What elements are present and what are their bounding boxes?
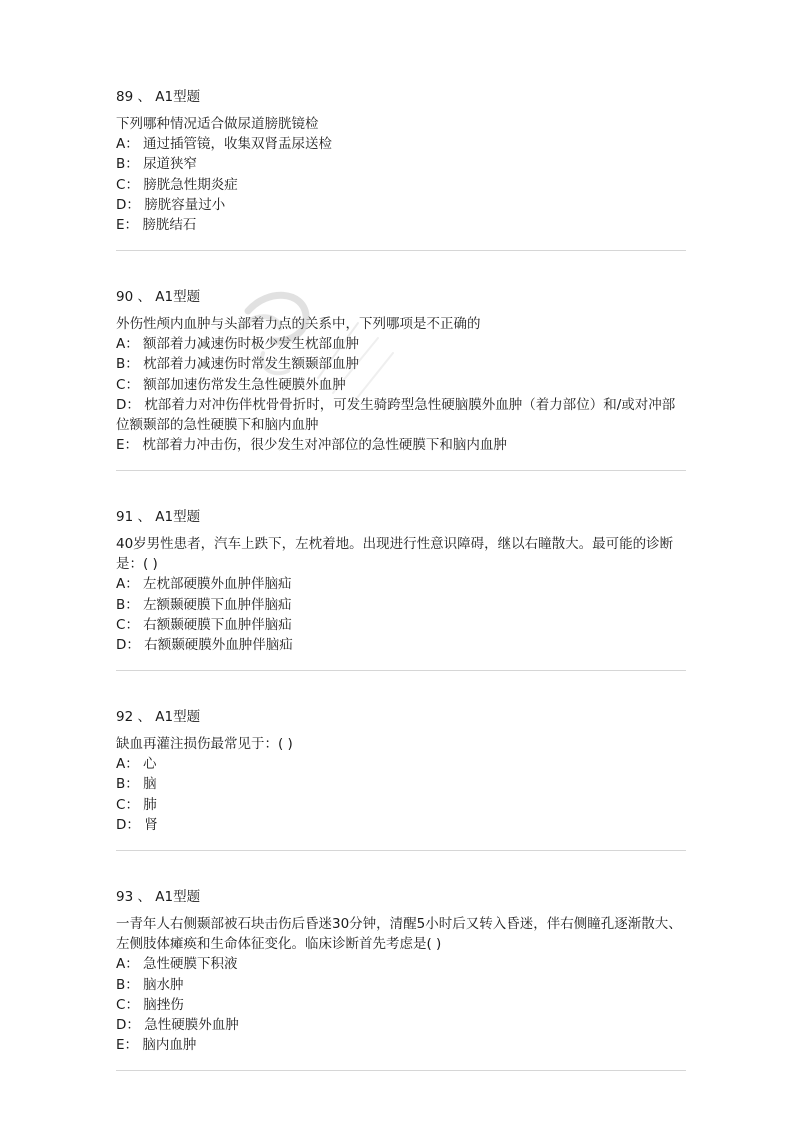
option-c: C： 脑挫伤 [116, 996, 184, 1013]
option-text: 肺 [143, 796, 157, 813]
option-text: 尿道狭窄 [143, 156, 198, 173]
option-a: A： 急性硬膜下积液 [116, 956, 238, 973]
question-92 [116, 707, 686, 835]
question-header: 89 、 A1型题 [116, 89, 201, 105]
option-c: C： 肺 [116, 796, 157, 813]
question-divider [116, 850, 686, 851]
option-e: E： 脑内血肿 [116, 1037, 197, 1054]
question-type: A1型题 [155, 709, 201, 725]
question-stem: 一青年人右侧颞部被石块击伤后昏迷30分钟，清醒5小时后又转入昏迷，伴右侧瞳孔逐渐散大、左侧肢体瘫痪和生命体征变化。临床诊断首先考虑是( ) [116, 916, 682, 953]
option-a: A： 左枕部硬膜外血肿伴脑疝 [116, 576, 292, 593]
question-header: 92 、 A1型题 [116, 709, 201, 725]
option-list [116, 134, 686, 235]
option-list [116, 954, 686, 1055]
option-b: B： 枕部着力减速伤时常发生额颞部血肿 [116, 356, 360, 373]
option-text: 心 [143, 756, 157, 773]
option-text: 枕部着力对冲伤伴枕骨骨折时，可发生骑跨型急性硬脑膜外血肿（着力部位）和/或对冲部位额颞部的急性硬膜下和脑内血肿 [116, 396, 676, 434]
option-d: D： 急性硬膜外血肿 [116, 1017, 239, 1034]
option-text: 脑挫伤 [143, 996, 184, 1013]
option-text: 左额颞硬膜下血肿伴脑疝 [143, 596, 292, 613]
option-a: A： 心 [116, 756, 157, 773]
option-text: 右额颞硬膜外血肿伴脑疝 [144, 637, 293, 654]
option-text: 膀胱急性期炎症 [143, 176, 238, 193]
question-number: 90 [116, 289, 134, 305]
question-stem: 下列哪种情况适合做尿道膀胱镜检 [116, 116, 319, 132]
option-d: D： 右额颞硬膜外血肿伴脑疝 [116, 637, 293, 654]
question-type: A1型题 [155, 289, 201, 305]
question-93 [116, 887, 686, 1055]
question-stem: 缺血再灌注损伤最常见于：( ) [116, 736, 293, 752]
option-list [116, 574, 686, 655]
question-91 [116, 507, 686, 655]
option-d: D： 膀胱容量过小 [116, 196, 226, 213]
question-stem: 40岁男性患者，汽车上跌下，左枕着地。出现进行性意识障碍，继以右瞳散大。最可能的诊断是：( ) [116, 536, 674, 573]
option-e: E： 枕部着力冲击伤，很少发生对冲部位的急性硬膜下和脑内血肿 [116, 437, 507, 454]
option-c: C： 右额颞硬膜下血肿伴脑疝 [116, 616, 292, 633]
option-text: 肾 [144, 816, 158, 833]
question-header: 90 、 A1型题 [116, 289, 201, 305]
option-d: D： 肾 [116, 816, 158, 833]
option-c: C： 额部加速伤常发生急性硬膜外血肿 [116, 376, 346, 393]
question-type: A1型题 [155, 889, 201, 905]
option-text: 脑水肿 [143, 976, 184, 993]
option-text: 右额颞硬膜下血肿伴脑疝 [143, 616, 292, 633]
option-b: B： 脑 [116, 776, 157, 793]
option-text: 通过插管镜，收集双肾盂尿送检 [143, 136, 333, 153]
question-number: 91 [116, 509, 134, 525]
option-a: A： 额部着力减速伤时极少发生枕部血肿 [116, 336, 360, 353]
option-a: A： 通过插管镜，收集双肾盂尿送检 [116, 136, 333, 153]
question-divider [116, 250, 686, 251]
question-number: 89 [116, 89, 134, 105]
option-e: E： 膀胱结石 [116, 217, 197, 234]
option-text: 枕部着力减速伤时常发生额颞部血肿 [143, 356, 360, 373]
question-header: 91 、 A1型题 [116, 509, 201, 525]
question-type: A1型题 [155, 89, 201, 105]
option-c: C： 膀胱急性期炎症 [116, 176, 238, 193]
option-text: 急性硬膜外血肿 [144, 1017, 239, 1034]
option-text: 脑内血肿 [142, 1037, 197, 1054]
question-divider [116, 1070, 686, 1071]
question-divider [116, 670, 686, 671]
question-type: A1型题 [155, 509, 201, 525]
option-text: 额部加速伤常发生急性硬膜外血肿 [143, 376, 346, 393]
option-b: B： 左额颞硬膜下血肿伴脑疝 [116, 596, 292, 613]
question-divider [116, 470, 686, 471]
option-text: 膀胱容量过小 [144, 196, 226, 213]
option-text: 急性硬膜下积液 [143, 956, 238, 973]
option-text: 枕部着力冲击伤，很少发生对冲部位的急性硬膜下和脑内血肿 [142, 437, 507, 454]
option-list [116, 754, 686, 835]
option-list [116, 334, 686, 455]
option-b: B： 脑水肿 [116, 976, 184, 993]
option-text: 脑 [143, 776, 157, 793]
option-text: 膀胱结石 [142, 217, 197, 234]
question-stem: 外伤性颅内血肿与头部着力点的关系中，下列哪项是不正确的 [116, 316, 481, 332]
question-number: 92 [116, 709, 134, 725]
question-number: 93 [116, 889, 134, 905]
question-header: 93 、 A1型题 [116, 889, 201, 905]
option-d: D： 枕部着力对冲伤伴枕骨骨折时，可发生骑跨型急性硬脑膜外血肿（着力部位）和/或对冲部位额颞部的急性硬膜下和脑内血肿 [116, 396, 676, 434]
option-b: B： 尿道狭窄 [116, 156, 198, 173]
option-text: 左枕部硬膜外血肿伴脑疝 [143, 576, 292, 593]
question-89 [116, 87, 686, 235]
option-text: 额部着力减速伤时极少发生枕部血肿 [143, 336, 360, 353]
question-90 [116, 287, 686, 455]
